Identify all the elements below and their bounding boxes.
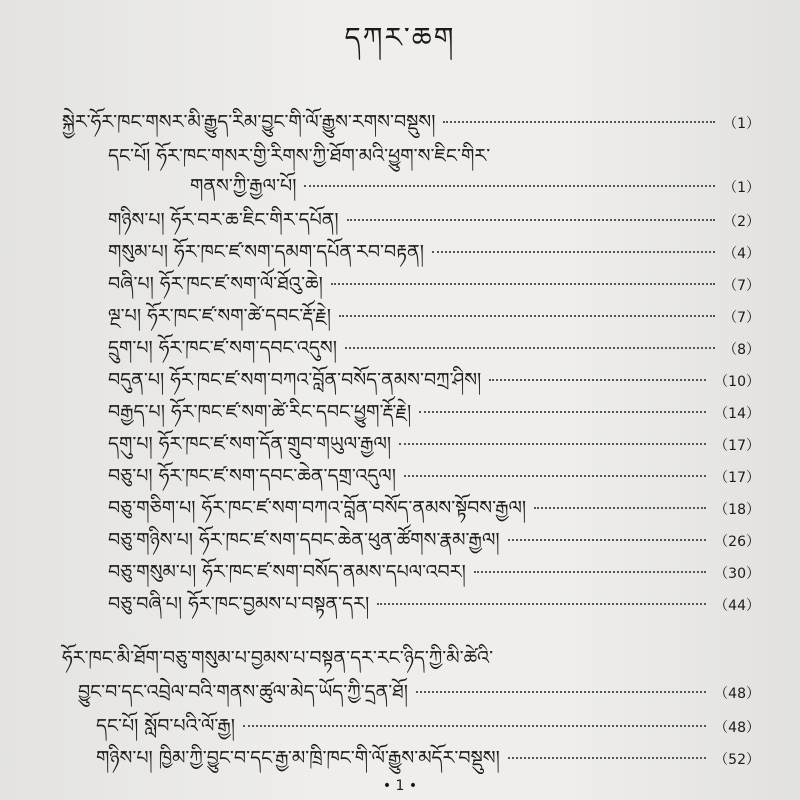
- leader-dots: [508, 539, 707, 541]
- toc-entry-text: གཉིས་པ། ཧོར་བར་ཆ་ཇིང་གིར་དཔོན།: [108, 209, 339, 231]
- toc-entry-page: （52）: [714, 752, 760, 768]
- toc-entry-text: བཅུ་བཞི་པ། ཧོར་ཁང་བྱམས་པ་བསྟན་དར།: [108, 593, 370, 615]
- toc-entry-text: གནས་ཀྱི་རྒྱལ་པོ།: [190, 175, 297, 197]
- toc-entry-page: （48）: [714, 720, 760, 736]
- toc-entry-page: （17）: [714, 470, 760, 486]
- toc-entry-page: （48）: [714, 686, 760, 702]
- toc-entry-page: （8）: [723, 342, 760, 358]
- toc-entry-text: དྲུག་པ། ཧོར་ཁང་ཛ་སག་དབང་འདུས།: [108, 337, 337, 359]
- toc-entry-text: གསུམ་པ། ཧོར་ཁང་ཛ་སག་དམག་དཔོན་རབ་བརྟན།: [108, 241, 424, 263]
- page-title: དཀར་ཆག: [344, 21, 456, 54]
- toc-entry-text: བྱུང་བ་དང་འབྲེལ་བའི་གནས་ཚུལ་མེད་ཡོད་ཀྱི་དྲན་ཐོ།: [78, 681, 408, 703]
- toc-entry-page: （2）: [723, 214, 760, 230]
- leader-dots: [534, 507, 706, 509]
- toc-entry-page: （4）: [723, 246, 760, 262]
- toc-entry-page: （10）: [714, 374, 760, 390]
- toc-entry-page: （44）: [714, 598, 760, 614]
- leader-dots: [419, 411, 706, 413]
- leader-dots: [347, 219, 715, 221]
- toc-entry-text: གཉིས་པ། ཁྱིམ་ཀྱི་བྱུང་བ་དང་རྒྱ་མ་ཁྲི་ཁང་གི་ལོ་རྒྱུས་མདོར་བསྡུས།: [96, 747, 500, 769]
- leader-dots: [243, 725, 706, 727]
- toc-entry-text: དང་པོ། སློབ་པའི་ལོ་རྒྱ།: [96, 715, 236, 737]
- toc-entry-text: དང་པོ། ཧོར་ཁང་གསར་གྱི་རིགས་ཀྱི་ཐོག་མའི་ཕྱུག་ས་ཇིང་གིར་: [108, 145, 491, 167]
- leader-dots: [489, 379, 706, 381]
- leader-dots: [304, 185, 715, 187]
- toc-entry-text: དགུ་པ། ཧོར་ཁང་ཛ་སག་དོན་གྲུབ་གཡུལ་རྒྱལ།: [108, 433, 392, 455]
- leader-dots: [377, 603, 706, 605]
- leader-dots: [345, 347, 715, 349]
- toc-entry-page: （30）: [714, 566, 760, 582]
- toc-entry-text: བཅུ་གཅིག་པ། ཧོར་ཁང་ཛ་སག་བཀའ་བློན་བསོད་ནམས་སྟོབས་རྒྱལ།: [108, 497, 527, 519]
- toc-entry-page: （18）: [714, 502, 760, 518]
- toc-entry-page: （1）: [723, 180, 760, 196]
- toc-entry-page: （1）: [723, 116, 760, 132]
- leader-dots: [443, 121, 715, 123]
- leader-dots: [339, 315, 715, 317]
- toc-entry-text: ཧོར་ཁང་མི་ཐོག་བཅུ་གསུམ་པ་བྱམས་པ་བསྟན་དར་རང་ཉིད་ཀྱི་མི་ཚེའི་: [62, 647, 494, 669]
- page-number-footer: • 1 •: [382, 778, 418, 794]
- toc-entry-text: བདུན་པ། ཧོར་ཁང་ཛ་སག་བཀའ་བློན་བསོད་ནམས་བཀྲ་ཤིས།: [108, 369, 482, 391]
- toc-entry-text: བཞི་པ། ཧོར་ཁང་ཛ་སག་ལོ་ཐོའུ་ཆེ།: [108, 273, 323, 295]
- toc-entry-page: （7）: [723, 278, 760, 294]
- toc-entry-page: （7）: [723, 310, 760, 326]
- leader-dots: [404, 475, 706, 477]
- toc-entry-text: བཅུ་གཉིས་པ། ཧོར་ཁང་ཛ་སག་དབང་ཆེན་ཕུན་ཚོགས་རྣམ་རྒྱལ།: [108, 529, 500, 551]
- toc-entry-page: （26）: [714, 534, 760, 550]
- leader-dots: [432, 251, 715, 253]
- leader-dots: [416, 691, 706, 693]
- toc-entry-text: བཅུ་པ། ཧོར་ཁང་ཛ་སག་དབང་ཆེན་དགྲ་འདུལ།: [108, 465, 396, 487]
- toc-entry-text: ལྔ་པ། ཧོར་ཁང་ཛ་སག་ཚེ་དབང་རྡོ་རྗེ།: [108, 305, 332, 327]
- toc-entry-text: བརྒྱད་པ། ཧོར་ཁང་ཛ་སག་ཚེ་རིང་དབང་ཕྱུག་རྡོ་རྗེ།: [108, 401, 412, 423]
- leader-dots: [508, 757, 706, 759]
- toc-entry-text: བཅུ་གསུམ་པ། ཧོར་ཁང་ཛ་སག་བསོད་ནམས་དཔལ་འབར།: [108, 561, 466, 583]
- leader-dots: [474, 571, 706, 573]
- toc-entry-page: （17）: [714, 438, 760, 454]
- leader-dots: [331, 283, 715, 285]
- leader-dots: [399, 443, 706, 445]
- toc-entry-text: སྐྱེར་ཧོར་ཁང་གསར་མི་རྒྱུད་རིམ་བྱུང་གི་ལོ་རྒྱུས་རགས་བསྡུས།: [62, 111, 436, 133]
- toc-entry: [108, 582, 760, 636]
- toc-entry-page: （14）: [714, 406, 760, 422]
